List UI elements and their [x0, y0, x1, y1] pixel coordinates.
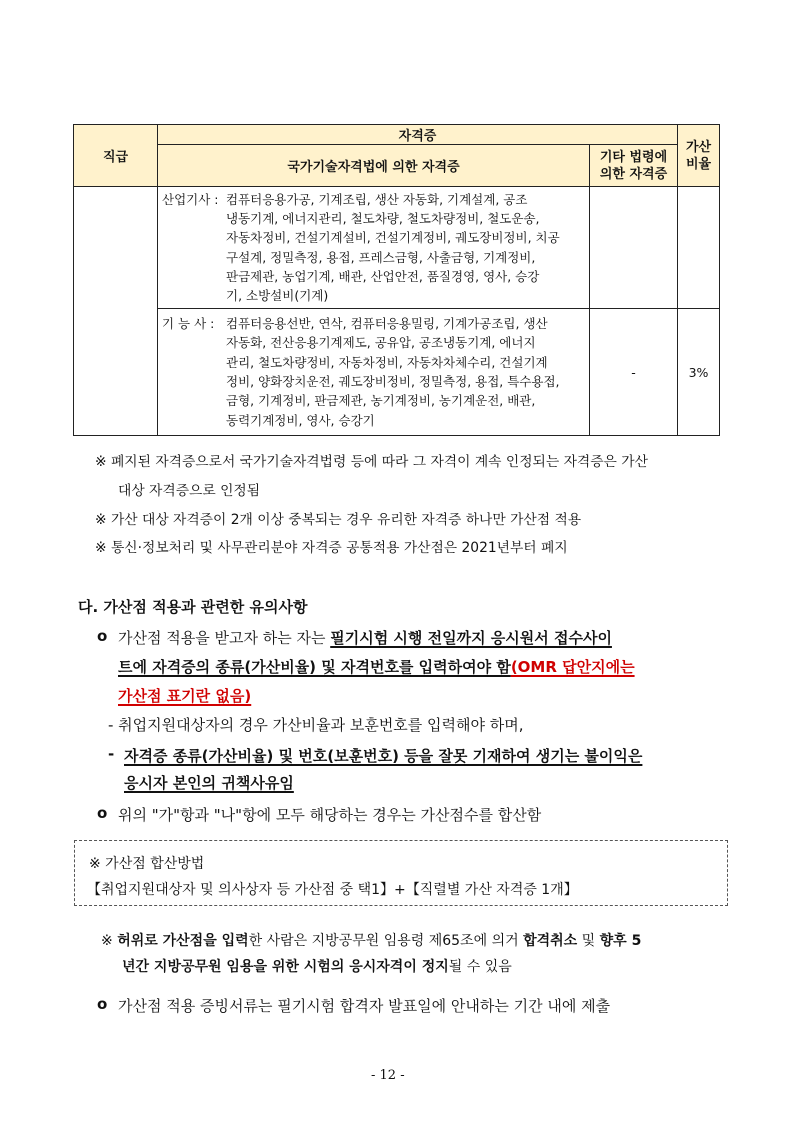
table-row: [158, 187, 590, 309]
bullet-marker: o: [97, 627, 108, 645]
bullet-sum: 위의 "가"항과 "나"항에 모두 해당하는 경우는 가산점수를 합산함: [118, 806, 542, 824]
header-other-cert: 기타 법령에 의한 자격증: [590, 145, 678, 187]
bullet-apply-line3: 가산점 표기란 없음): [118, 687, 252, 705]
qualification-table: [73, 124, 720, 436]
dash-item-veteran: - 취업지원대상자의 경우 가산비율과 보훈번호를 입력해야 하며,: [108, 716, 524, 734]
table-row: [158, 309, 590, 436]
header-certificate: 자격증: [158, 125, 678, 145]
bullet-documents: 가산점 적용 증빙서류는 필기시험 합격자 발표일에 안내하는 기간 내에 제출: [118, 997, 611, 1015]
other-cert-cell: -: [590, 309, 678, 436]
calculation-box: [74, 840, 728, 906]
bullet-marker: o: [97, 995, 108, 1013]
header-national-cert: 국가기술자격법에 의한 자격증: [158, 145, 590, 187]
level-label: 산업기사 :: [162, 191, 219, 207]
header-rate: 가산 비율: [678, 125, 720, 187]
note-abolished: ※ 폐지된 자격증으로서 국가기술자격법령 등에 따라 그 자격이 계속 인정되는 자격증은 가산: [95, 454, 648, 470]
warning-note-cont: 년간 지방공무원 임용을 위한 시험의 응시자격이 정지될 수 있음: [122, 959, 512, 975]
section-heading: 다. 가산점 적용과 관련한 유의사항: [78, 598, 308, 616]
warning-note: ※ 허위로 가산점을 입력한 사람은 지방공무원 임용령 제65조에 의거 합격취소 및 향후 5: [101, 933, 642, 949]
note-duplicate: ※ 가산 대상 자격증이 2개 이상 중복되는 경우 유리한 자격증 하나만 가산점 적용: [95, 512, 582, 528]
bullet-apply-line2: 트에 자격증의 종류(가산비율) 및 자격번호를 입력하여야 함(OMR 답안지에는: [118, 658, 635, 676]
rank-cell: [74, 187, 158, 436]
page-number: - 12 -: [371, 1068, 405, 1083]
cert-list: 컴퓨터응용가공, 기계조립, 생산 자동화, 기계설계, 공조 냉동기계, 에너지관리, 철도차량, 철도차량정비, 철도운송, 자동차정비, 건설기계설비, 건설기계정비, 궤도장비정비, 치공 구설계, 정밀측정, 용접, 프레스금형, 사출금형, 기계정비, 판금제관, 농업기계, 배관, 산업안전, 품질경영, 영사, 승강 기, 소방설비(기계): [226, 191, 560, 304]
rate-cell: 3%: [678, 309, 720, 436]
note-abolished-cont: 대상 자격증으로 인정됨: [118, 483, 261, 499]
box-formula: 【취업지원대상자 및 의사상자 등 가산점 중 택1】+【직렬별 가산 자격증 1개】: [87, 882, 578, 898]
dash-item-error-cont: 응시자 본인의 귀책사유임: [124, 774, 294, 792]
bullet-marker: o: [97, 804, 108, 822]
note-common: ※ 통신·정보처리 및 사무관리분야 자격증 공통적용 가산점은 2021년부터 폐지: [95, 540, 568, 556]
cert-list: 컴퓨터응용선반, 연삭, 컴퓨터응용밀링, 기계가공조립, 생산 자동화, 전산응용기계제도, 공유압, 공조냉동기계, 에너지 관리, 철도차량정비, 자동차정비, 자동차차체수리, 건설기계 정비, 양화장치운전, 궤도장비정비, 정밀측정, 용접, 특수용접, 금형, 기계정비, 판금제관, 농기계정비, 농기계운전, 배관, 동력기계정비, 영사, 승강기: [226, 316, 560, 428]
bullet-apply: 가산점 적용을 받고자 하는 자는 필기시험 시행 전일까지 응시원서 접수사이: [118, 629, 612, 647]
dash-item-error: 자격증 종류(가산비율) 및 번호(보훈번호) 등을 잘못 기재하여 생기는 불이익은: [124, 747, 643, 765]
header-rank: 직급: [74, 125, 158, 187]
rate-cell: [678, 187, 720, 309]
other-cert-cell: [590, 187, 678, 309]
dash-marker: -: [108, 745, 115, 763]
level-label: 기 능 사 :: [162, 316, 215, 332]
box-title: ※ 가산점 합산방법: [89, 856, 205, 872]
